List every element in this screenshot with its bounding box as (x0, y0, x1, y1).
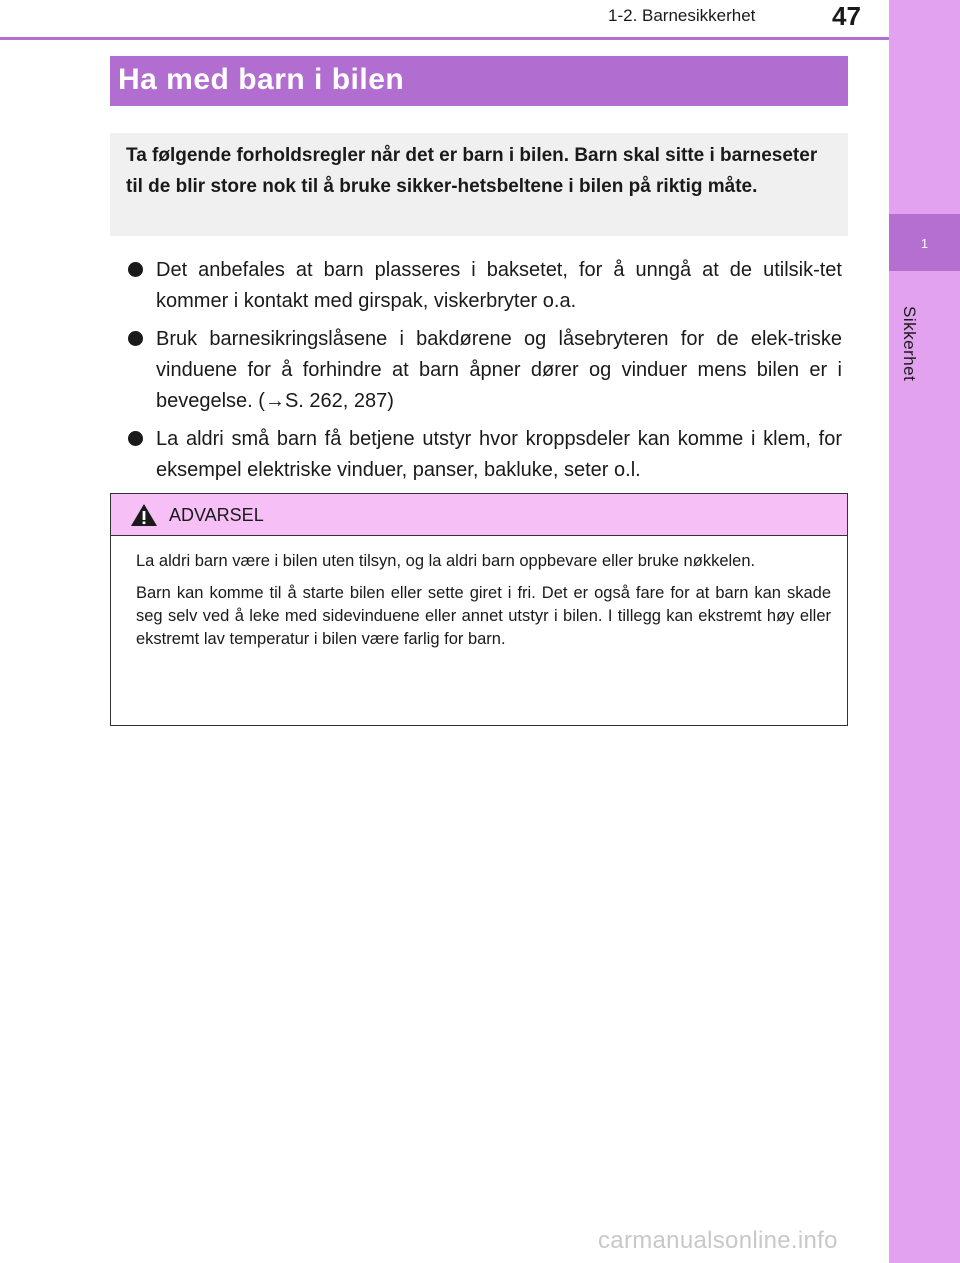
section-title-bar (110, 56, 848, 106)
warning-triangle-icon (130, 503, 158, 527)
bullet-item (128, 324, 842, 417)
intro-text: Ta følgende forholdsregler når det er barn i bilen. Barn skal sitte i barneseter til de blir store nok til å bruke sikker-hetsbeltene i bilen på riktig måte. (126, 145, 818, 197)
warning-box (110, 493, 848, 726)
chapter-side-strip (889, 0, 960, 1263)
header-rule (0, 37, 889, 40)
bullet-dot-icon (128, 331, 143, 346)
warning-body (136, 550, 831, 660)
section-title: Ha med barn i bilen (118, 63, 405, 96)
page-number: 47 (832, 1, 861, 31)
bullet-list (128, 255, 842, 493)
bullet-text: Det anbefales at barn plasseres i baksetet, for å unngå at de utilsik-tet kommer i kontakt med girspak, viskerbryter o.a. (156, 259, 842, 312)
bullet-dot-icon (128, 431, 143, 446)
intro-box (110, 133, 848, 236)
bullet-text: Bruk barnesikringslåsene i bakdørene og låsebryteren for de elek-triske vinduene for å forhindre at barn åpner dører og vinduer mens bilen er i bevegelse. (→S. 262, 287) (156, 328, 842, 412)
bullet-item (128, 424, 842, 486)
bullet-dot-icon (128, 262, 143, 277)
section-reference: 1-2. Barnesikkerhet (608, 6, 756, 25)
chapter-number: 1 (920, 236, 929, 251)
warning-paragraph: La aldri barn være i bilen uten tilsyn, og la aldri barn oppbevare eller bruke nøkkelen. (136, 552, 756, 570)
bullet-item (128, 255, 842, 317)
warning-header (111, 494, 847, 536)
warning-label: ADVARSEL (169, 505, 264, 525)
watermark: carmanualsonline.info (598, 1227, 838, 1254)
bullet-text: La aldri små barn få betjene utstyr hvor kroppsdeler kan komme i klem, for eksempel elektriske vinduer, panser, bakluke, seter o.l. (156, 428, 842, 481)
chapter-label: Sikkerhet (900, 306, 919, 382)
warning-paragraph: Barn kan komme til å starte bilen eller sette giret i fri. Det er også fare for at barn kan skade seg selv ved å leke med sidevinduene eller annet utstyr i bilen. I tillegg kan ekstremt høy eller ekstremt lav temperatur i bilen være farlig for barn. (136, 584, 831, 648)
